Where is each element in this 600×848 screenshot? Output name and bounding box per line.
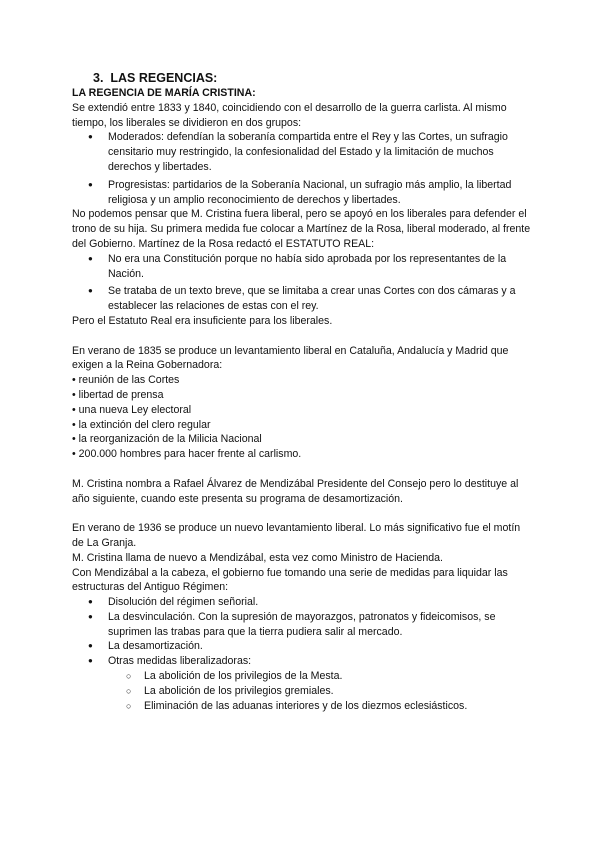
list-item [72,654,534,669]
demandas-list [72,373,534,462]
regencia-intro: Se extendió entre 1833 y 1840, coincidiendo con el desarrollo de la guerra carlista. Al mismo tiempo, los liberales se dividieron en dos grupos: [72,101,507,129]
list-item: • reunión de las Cortes [72,373,534,388]
levantamiento-1936-p3: Con Mendizábal a la cabeza, el gobierno fue tomando una serie de medidas para liquidar las estructuras del Antiguo Régimen: [72,566,508,594]
estatuto-conclusion: Pero el Estatuto Real era insuficiente para los liberales. [72,314,333,327]
mendizabal-paragraph: M. Cristina nombra a Rafael Álvarez de Mendizábal Presidente del Consejo pero lo destituye al año siguiente, cuando este presenta su programa de desamortización. [72,477,519,505]
list-item: ● Progresistas: partidarios de la Soberanía Nacional, un sufragio más amplio, la libertad religiosa y un amplio reconocimiento de derechos y libertades. [72,178,534,208]
list-item: ○ La abolición de los privilegios gremiales. [72,684,534,699]
levantamiento-1936-p1: En verano de 1936 se produce un nuevo levantamiento liberal. Lo más significativo fue el motín de La Granja. [72,522,521,549]
section-title-text: LAS REGENCIAS: [110,71,218,85]
list-item: ○ Eliminación de las aduanas interiores y de los diezmos eclesiásticos. [72,699,534,714]
list-item: • libertad de prensa [72,388,534,403]
list-item: • la extinción del clero regular [72,418,534,433]
list-item: • una nueva Ley electoral [72,403,534,418]
list-item: ● No era una Constitución porque no había sido aprobada por los representantes de la Nación. [72,252,534,282]
list-item: • 200.000 hombres para hacer frente al carlismo. [72,447,534,462]
document-body [72,71,534,713]
list-item: ○ La abolición de los privilegios de la Mesta. [72,669,534,684]
section-number: 3. [93,71,104,85]
otras-medidas-label: Otras medidas liberalizadoras: [108,655,252,668]
levantamiento-1936-p2: M. Cristina llama de nuevo a Mendizábal, esta vez como Ministro de Hacienda. [72,551,443,564]
levantamiento-1835-intro: En verano de 1835 se produce un levantamiento liberal en Cataluña, Andalucía y Madrid que exigen a la Reina Gobernadora: [72,344,509,372]
medidas-list [72,595,534,669]
otras-medidas-list [72,669,534,713]
list-item: ● Se trataba de un texto breve, que se limitaba a crear unas Cortes con dos cámaras y a establecer las relaciones de estas con el rey. [72,284,534,314]
grupos-list [72,130,534,207]
list-item: ● La desamortización. [72,639,534,654]
estatuto-list [72,252,534,314]
list-item: ● Moderados: defendían la soberanía compartida entre el Rey y las Cortes, un sufragio censitario muy restringido, la confesionalidad del Estado y la limitación de muchos derechos y libertades. [72,130,534,174]
section-title [93,71,534,86]
list-item: ● La desvinculación. Con la supresión de mayorazgos, patronatos y fideicomisos, se suprimen las trabas para que la tierra pudiera salir al mercado. [72,610,534,640]
list-item: • la reorganización de la Milicia Nacional [72,432,534,447]
estatuto-intro: No podemos pensar que M. Cristina fuera liberal, pero se apoyó en los liberales para defender el trono de su hija. Su primera medida fue colocar a Martínez de la Rosa, liberal moderado, al frente del Gobierno. Martínez de la Rosa redactó el ESTATUTO REAL: [72,208,531,250]
regencia-heading: LA REGENCIA DE MARÍA CRISTINA: [72,87,256,99]
list-item: ● Disolución del régimen señorial. [72,595,534,610]
